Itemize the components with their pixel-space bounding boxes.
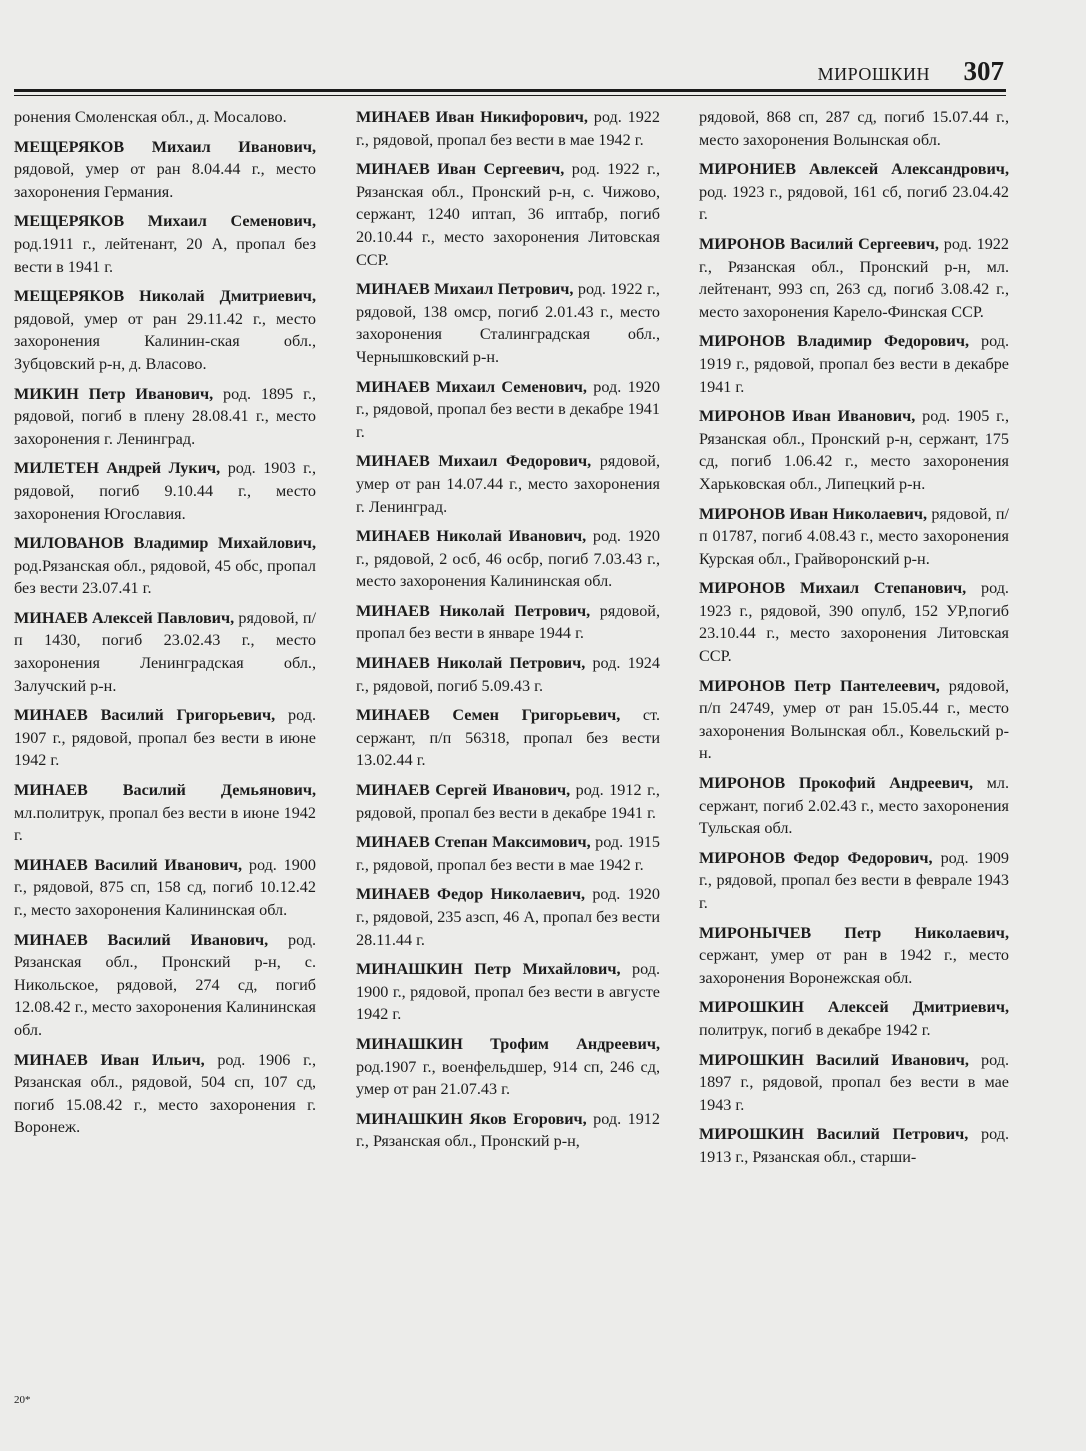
entry-name: МИНАШКИН Петр Михайлович, (356, 960, 621, 979)
entry-text: политрук, погиб в декабре 1942 г. (699, 1020, 931, 1039)
column-middle (356, 106, 660, 1160)
entry-name: МИНАЕВ Николай Иванович, (356, 527, 587, 546)
running-head: МИРОШКИН (817, 64, 930, 84)
entry-name: МИНАЕВ Алексей Павлович, (14, 608, 235, 627)
entry-name: МИРОНОВ Владимир Федорович, (699, 332, 970, 351)
entry-text: род. 1900 г., рядовой, 875 сп, 158 сд, погиб 10.12.42 г., место захоронения Калининская обл. (14, 855, 316, 919)
entry (699, 330, 1009, 398)
entry-name: МИНАЕВ Степан Максимович, (356, 833, 591, 852)
entry (699, 233, 1009, 323)
entry-name: МИНАЕВ Михаил Семенович, (356, 377, 587, 396)
entry (699, 772, 1009, 840)
entry-name: МИРОШКИН Алексей Дмитриевич, (699, 998, 1009, 1017)
entry-name: МИНАШКИН Трофим Андреевич, (356, 1034, 660, 1053)
entry (356, 450, 660, 518)
entry (356, 278, 660, 368)
entry-name: МИНАЕВ Семен Григорьевич, (356, 706, 621, 725)
entry-text: мл. сержант, погиб 2.02.43 г., место захоронения Тульская обл. (699, 774, 1009, 838)
entry (699, 1123, 1009, 1168)
entry-name: МИНАЕВ Николай Петрович, (356, 601, 591, 620)
page-header (14, 56, 1006, 86)
entry (356, 831, 660, 876)
entry-name: МИРОНОВ Василий Сергеевич, (699, 234, 939, 253)
entry (356, 779, 660, 824)
entry-name: МИНАЕВ Николай Петрович, (356, 654, 586, 673)
entry-text: род. 1922 г., рядовой, пропал без вести в мае 1942 г. (356, 108, 660, 149)
entry-name: МИРОНОВ Иван Николаевич, (699, 504, 928, 523)
entry-text: род. Рязанская обл., Пронский р-н, с. Никольское, рядовой, 274 сд, погиб 12.08.42 г., место захоронения Калининская обл. (14, 930, 316, 1039)
entry (356, 106, 660, 151)
entry-name: МИНАЕВ Иван Никифорович, (356, 108, 588, 126)
entry (699, 996, 1009, 1041)
entry-name: МИНАЕВ Михаил Петрович, (356, 280, 574, 299)
entry (356, 376, 660, 444)
entry-name: МЕЩЕРЯКОВ Михаил Иванович, (14, 137, 316, 156)
entry-text: род. 1924 г., рядовой, погиб 5.09.43 г. (356, 654, 660, 695)
entry-text: род. 1913 г., Рязанская обл., старши- (699, 1125, 1009, 1166)
entry-name: МИРОНОВ Федор Федорович, (699, 848, 933, 867)
entry-text: род. 1909 г., рядовой, пропал без вести в феврале 1943 г. (699, 848, 1009, 912)
entry-text: род.Рязанская обл., рядовой, 45 обс, пропал без вести 23.07.41 г. (14, 556, 316, 598)
entry-text: ронения Смоленская обл., д. Мосалово. (14, 108, 287, 126)
entry (14, 532, 316, 600)
entry-text: рядовой, пропал без вести в январе 1944 г. (356, 601, 660, 643)
entry-text: род. 1922 г., Рязанская обл., Пронский р-н, мл. лейтенант, 993 сп, 263 сд, погиб 3.08.42 г., место захоронения Карело-Финская ССР. (699, 234, 1009, 321)
entry-name: МИРОШКИН Василий Петрович, (699, 1125, 969, 1144)
entry (14, 704, 316, 772)
entry-name: МИЛОВАНОВ Владимир Михайлович, (14, 534, 316, 553)
entry (356, 958, 660, 1026)
entry (699, 405, 1009, 495)
entry (699, 106, 1009, 151)
entry (14, 210, 316, 278)
entry-text: род. 1922 г., Рязанская обл., Пронский р-н, с. Чижово, сержант, 1240 иптап, 36 иптабр, погиб 20.10.44 г., место захоронения Литовская ССР. (356, 160, 660, 269)
entry (356, 600, 660, 645)
entry-text: род. 1907 г., рядовой, пропал без вести в июне 1942 г. (14, 706, 316, 770)
entry (14, 136, 316, 204)
entry-text: род. 1912 г., рядовой, пропал без вести в декабре 1941 г. (356, 781, 660, 822)
entry (14, 607, 316, 697)
entry-text: род. 1922 г., рядовой, 138 омср, погиб 2.01.43 г., место захоронения Сталинградская обл., Чернышковский р-н. (356, 280, 660, 366)
entry-text: род. 1906 г., Рязанская обл., рядовой, 504 сп, 107 сд, погиб 15.08.42 г., место захоронения г. Воронеж. (14, 1050, 316, 1137)
entry (14, 779, 316, 847)
entry-name: МИНАЕВ Василий Демьянович, (14, 781, 316, 800)
entry-text: сержант, умер от ран в 1942 г., место захоронения Воронежская обл. (699, 946, 1009, 987)
entry-name: МИНАЕВ Федор Николаевич, (356, 885, 586, 904)
entry (356, 1033, 660, 1101)
entry (699, 158, 1009, 226)
entry-name: МИНАЕВ Иван Сергеевич, (356, 160, 565, 179)
entry-text: род. 1915 г., рядовой, пропал без вести в мае 1942 г. (356, 833, 660, 874)
entry-text: род. 1900 г., рядовой, пропал без вести в августе 1942 г. (356, 960, 660, 1024)
column-right (699, 106, 1009, 1176)
entry (14, 1049, 316, 1139)
entry-name: МИНАЕВ Василий Григорьевич, (14, 706, 276, 725)
entry (14, 854, 316, 922)
entry-text: рядовой, умер от ран 8.04.44 г., место захоронения Германия. (14, 160, 316, 201)
entry-text: род. 1919 г., рядовой, пропал без вести в декабре 1941 г. (699, 332, 1009, 396)
entry (356, 883, 660, 951)
entry-text: рядовой, умер от ран 14.07.44 г., место захоронения г. Ленинград. (356, 452, 660, 516)
entry (356, 158, 660, 271)
entry-text: род. 1895 г., рядовой, погиб в плену 28.08.41 г., место захоронения г. Ленинград. (14, 384, 316, 448)
entry-name: МИРОНИЕВ Авлексей Александрович, (699, 160, 1009, 179)
entry (699, 503, 1009, 571)
entry-name: МИЛЕТЕН Андрей Лукич, (14, 459, 221, 478)
entry-name: МЕЩЕРЯКОВ Николай Дмитриевич, (14, 287, 316, 306)
entry-text: род. 1920 г., рядовой, пропал без вести в декабре 1941 г. (356, 377, 660, 441)
entry-name: МИРОНОВ Петр Пантелеевич, (699, 676, 940, 695)
entry-text: род. 1905 г., Рязанская обл., Пронский р-н, сержант, 175 сд, погиб 1.06.42 г., место захоронения Харьковская обл., Липецкий р-н. (699, 407, 1009, 493)
entry (14, 383, 316, 451)
entry (356, 525, 660, 593)
entry-name: МИНАЕВ Василий Иванович, (14, 855, 243, 874)
entry-name: МИРОНОВ Прокофий Андреевич, (699, 774, 974, 793)
entry (699, 847, 1009, 915)
entry-text: ст. сержант, п/п 56318, пропал без вести 13.02.44 г. (356, 706, 661, 770)
entry (14, 457, 316, 525)
entry-name: МИНАЕВ Сергей Иванович, (356, 781, 571, 800)
entry (14, 929, 316, 1042)
entry-name: МИКИН Петр Иванович, (14, 384, 214, 403)
entry-name: МИРОШКИН Василий Иванович, (699, 1050, 969, 1069)
entry-text: рядовой, п/п 01787, погиб 4.08.43 г., место захоронения Курская обл., Грайворонский р-н. (699, 504, 1009, 568)
entry-text: род. 1923 г., рядовой, 390 опулб, 152 УР,погиб 23.10.44 г., место захоронения Литовская ССР. (699, 579, 1009, 666)
entry-text: род. 1912 г., Рязанская обл., Пронский р-н, (356, 1109, 660, 1151)
entry (699, 922, 1009, 990)
entry-name: МИРОНОВ Иван Иванович, (699, 407, 916, 426)
page-number: 307 (963, 56, 1004, 86)
entry (14, 285, 316, 375)
entry-name: МЕЩЕРЯКОВ Михаил Семенович, (14, 212, 316, 231)
column-left (14, 106, 316, 1146)
entry-name: МИНАЕВ Михаил Федорович, (356, 452, 592, 471)
entry-text: род.1911 г., лейтенант, 20 А, пропал без вести в 1941 г. (14, 234, 316, 276)
entry-name: МИНАЕВ Иван Ильич, (14, 1050, 205, 1069)
entry-text: мл.политрук, пропал без вести в июне 1942 г. (14, 803, 316, 845)
entry-text: род. 1903 г., рядовой, погиб 9.10.44 г., место захоронения Югославия. (14, 459, 316, 523)
signature-mark: 20* (14, 1394, 31, 1406)
entry-name: МИНАЕВ Василий Иванович, (14, 930, 269, 949)
entry (699, 675, 1009, 765)
entry-text: рядовой, умер от ран 29.11.42 г., место захоронения Калинин-ская обл., Зубцовский р-н, д. Власово. (14, 309, 316, 373)
entry (14, 106, 316, 129)
entry (699, 1049, 1009, 1117)
entry-name: МИРОНЫЧЕВ Петр Николаевич, (699, 923, 1009, 942)
entry-text: рядовой, п/п 24749, умер от ран 15.05.44 г., место захоронения Волынская обл., Ковельский р-н. (699, 676, 1009, 763)
header-rule-thin (14, 95, 1006, 96)
entry-text: рядовой, 868 сп, 287 сд, погиб 15.07.44 г., место захоронения Волынская обл. (699, 108, 1009, 149)
header-rule-thick (14, 89, 1006, 92)
entry-text: род.1907 г., военфельдшер, 914 сп, 246 сд, умер от ран 21.07.43 г. (356, 1057, 660, 1099)
entry-name: МИНАШКИН Яков Егорович, (356, 1109, 587, 1128)
entry (356, 1108, 660, 1153)
entry-text: род. 1920 г., рядовой, 2 осб, 46 осбр, погиб 7.03.43 г., место захоронения Калининская обл. (356, 527, 660, 591)
entry-text: рядовой, п/п 1430, погиб 23.02.43 г., место захоронения Ленинградская обл., Залучский р-н. (14, 608, 316, 695)
entry (356, 652, 660, 697)
entry (356, 704, 660, 772)
entry-text: род. 1923 г., рядовой, 161 сб, погиб 23.04.42 г. (699, 182, 1009, 224)
entry-text: род. 1920 г., рядовой, 235 азсп, 46 А, пропал без вести 28.11.44 г. (356, 885, 660, 949)
entry (699, 577, 1009, 667)
entry-name: МИРОНОВ Михаил Степанович, (699, 579, 967, 598)
entry-text: род. 1897 г., рядовой, пропал без вести в мае 1943 г. (699, 1050, 1009, 1114)
